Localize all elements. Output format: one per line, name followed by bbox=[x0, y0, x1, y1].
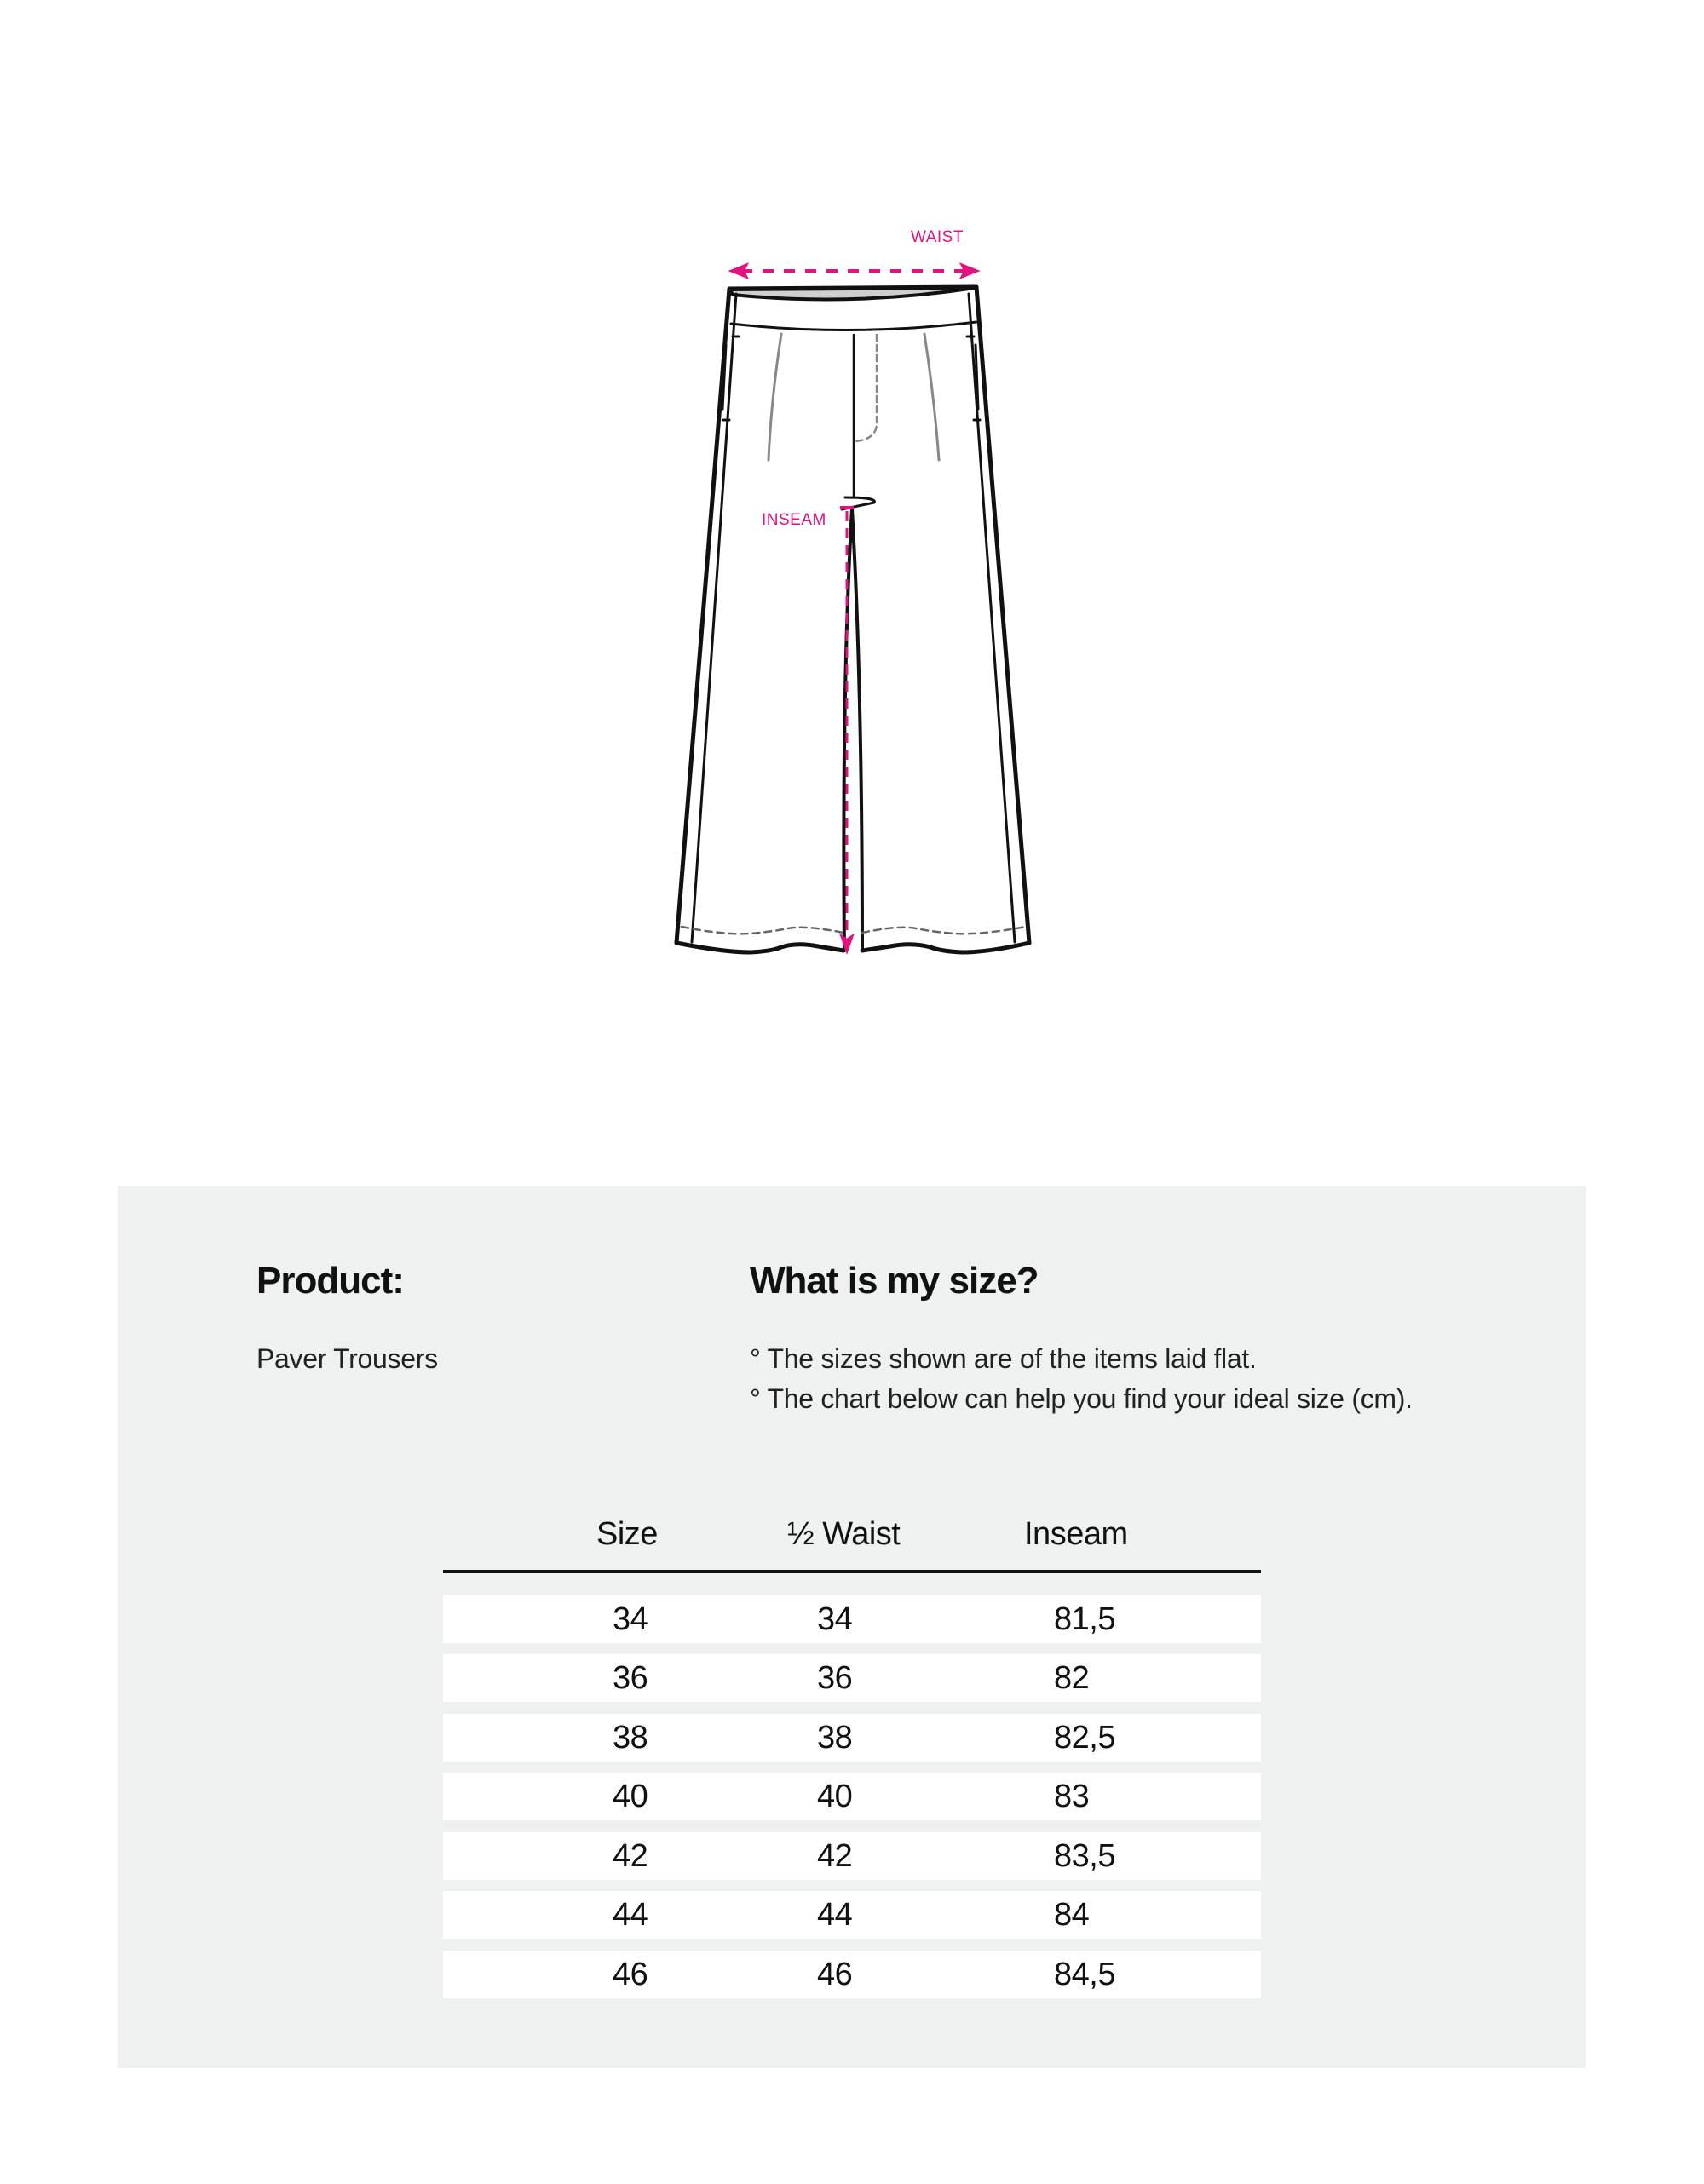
waist-measure-label: WAIST bbox=[911, 228, 964, 246]
product-heading: Product: bbox=[256, 1260, 404, 1302]
cell-size: 40 bbox=[613, 1779, 648, 1814]
product-name: Paver Trousers bbox=[256, 1343, 438, 1374]
column-header-half-waist: ½ Waist bbox=[787, 1516, 901, 1552]
cell-inseam: 81,5 bbox=[1054, 1601, 1115, 1637]
size-guide-panel bbox=[118, 1186, 1586, 2068]
inseam-measure-label: INSEAM bbox=[762, 511, 826, 529]
cell-inseam: 83,5 bbox=[1054, 1838, 1115, 1874]
size-table bbox=[443, 1509, 1261, 1992]
cell-inseam: 84,5 bbox=[1054, 1957, 1115, 1992]
cell-half-waist: 36 bbox=[817, 1660, 853, 1696]
cell-size: 42 bbox=[613, 1838, 648, 1874]
cell-size: 34 bbox=[613, 1601, 648, 1637]
table-row bbox=[443, 1595, 1261, 1643]
size-note: ° The sizes shown are of the items laid flat. bbox=[750, 1343, 1257, 1374]
cell-size: 38 bbox=[613, 1720, 648, 1756]
cell-size: 44 bbox=[613, 1897, 648, 1933]
column-header-inseam: Inseam bbox=[1024, 1516, 1128, 1552]
table-row bbox=[443, 1654, 1261, 1702]
cell-half-waist: 40 bbox=[817, 1779, 853, 1814]
cell-half-waist: 46 bbox=[817, 1957, 853, 1992]
size-table-header bbox=[443, 1509, 1261, 1573]
size-help-notes bbox=[750, 1339, 1413, 1419]
cell-inseam: 82 bbox=[1054, 1660, 1090, 1696]
cell-inseam: 84 bbox=[1054, 1897, 1090, 1933]
column-header-size: Size bbox=[596, 1516, 658, 1552]
size-help-heading: What is my size? bbox=[750, 1260, 1039, 1302]
cell-half-waist: 42 bbox=[817, 1838, 853, 1874]
table-row bbox=[443, 1714, 1261, 1762]
size-note: ° The chart below can help you find your ideal size (cm). bbox=[750, 1383, 1413, 1414]
cell-inseam: 83 bbox=[1054, 1779, 1090, 1814]
table-row bbox=[443, 1891, 1261, 1939]
cell-half-waist: 44 bbox=[817, 1897, 853, 1933]
table-row bbox=[443, 1773, 1261, 1820]
cell-size: 46 bbox=[613, 1957, 648, 1992]
table-row bbox=[443, 1951, 1261, 1998]
cell-half-waist: 34 bbox=[817, 1601, 853, 1637]
table-row bbox=[443, 1832, 1261, 1880]
cell-inseam: 82,5 bbox=[1054, 1720, 1115, 1756]
cell-half-waist: 38 bbox=[817, 1720, 853, 1756]
cell-size: 36 bbox=[613, 1660, 648, 1696]
